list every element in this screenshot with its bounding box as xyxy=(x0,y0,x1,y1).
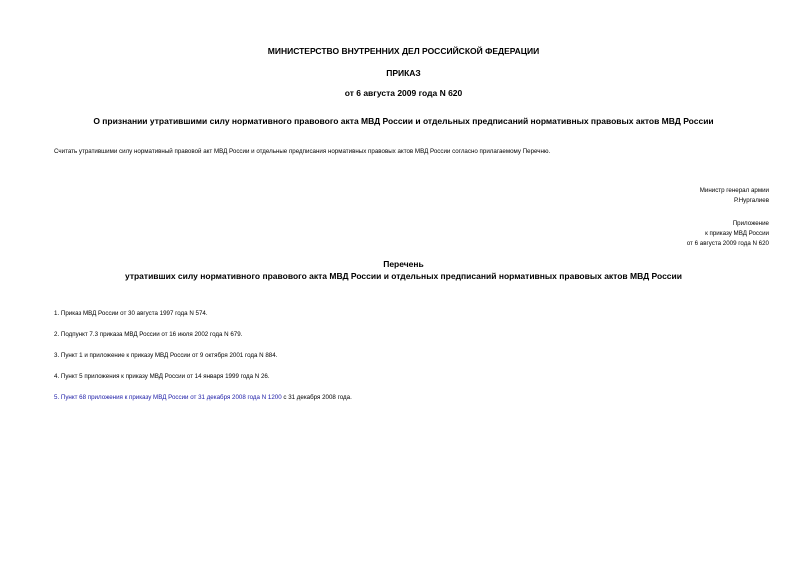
order-date-number: от 6 августа 2009 года N 620 xyxy=(344,88,463,98)
appendix-label: Приложение xyxy=(732,220,769,227)
list-item xyxy=(54,394,352,415)
list-item: 3. Пункт 1 и приложение к приказу МВД России от 9 октября 2001 года N 884. xyxy=(54,352,278,359)
signature-block xyxy=(700,186,769,206)
list-item: 2. Подпункт 7.3 приказа МВД России от 16 июля 2002 года N 679. xyxy=(54,331,243,338)
revoked-acts-list xyxy=(54,310,352,415)
list-item: 4. Пункт 5 приложения к приказу МВД России от 14 января 1999 года N 26. xyxy=(54,373,270,380)
appendix-date-number: от 6 августа 2009 года N 620 xyxy=(686,240,769,247)
signature-name: Р.Нургалиев xyxy=(734,197,769,204)
appendix-block xyxy=(687,219,769,249)
item-5-link[interactable]: 5. Пункт 68 приложения к приказу МВД России от 31 декабря 2008 года N 1200 xyxy=(54,394,282,401)
ministry-heading: МИНИСТЕРСТВО ВНУТРЕННИХ ДЕЛ РОССИЙСКОЙ ФЕДЕРАЦИИ xyxy=(267,46,540,56)
list-item: 1. Приказ МВД России от 30 августа 1997 года N 574. xyxy=(54,310,208,317)
intro-paragraph: Считать утратившими силу нормативный правовой акт МВД России и отдельные предписания нормативных правовых актов МВД России согласно прилагаемому Перечню. xyxy=(54,148,551,155)
order-title: О признании утратившими силу нормативного правового акта МВД России и отдельных предписаний нормативных правовых актов МВД России xyxy=(93,116,714,126)
signature-position: Министр генерал армии xyxy=(699,187,769,194)
appendix-to-order: к приказу МВД России xyxy=(705,230,769,237)
item-5-rest: с 31 декабря 2008 года. xyxy=(281,394,352,401)
document-type-heading: ПРИКАЗ xyxy=(386,68,421,78)
list-title-line-1: Перечень xyxy=(383,259,424,269)
list-title xyxy=(0,258,807,282)
list-title-line-2: утративших силу нормативного правового акта МВД России и отдельных предписаний нормативных правовых актов МВД России xyxy=(125,271,682,281)
